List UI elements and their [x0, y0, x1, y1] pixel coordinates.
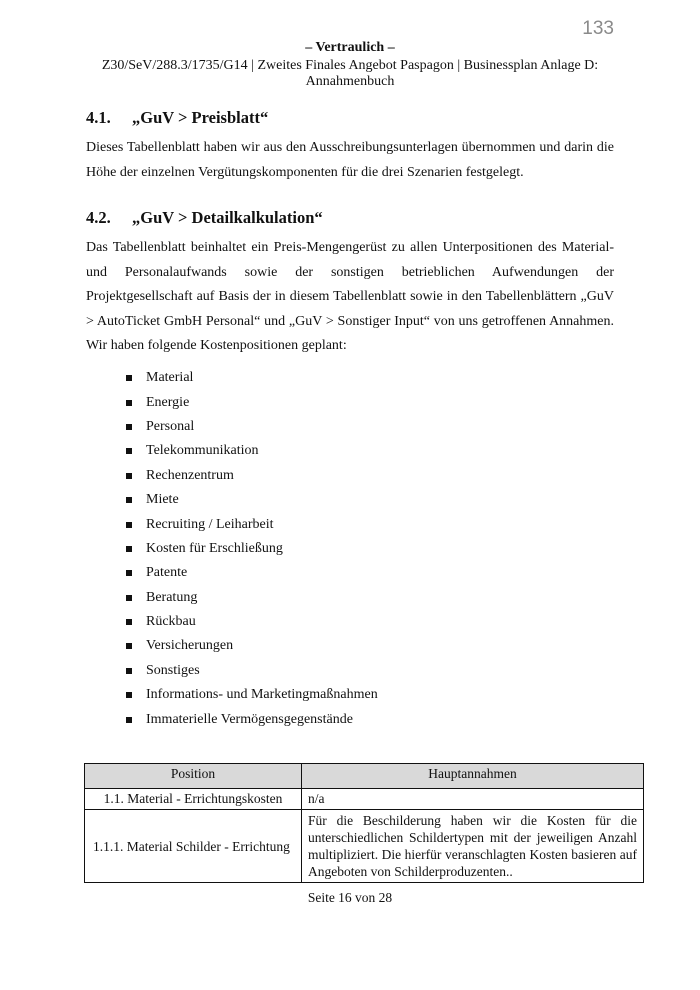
- page-footer: Seite 16 von 28: [307, 890, 393, 905]
- list-item: Rechenzentrum: [126, 464, 378, 488]
- list-item: Immaterielle Vermögensgegenstände: [126, 707, 378, 731]
- section-title: „GuV > Preisblatt“: [132, 108, 269, 127]
- table-row: [85, 789, 644, 810]
- list-item: Versicherungen: [126, 634, 378, 658]
- section-4-2-paragraph: Das Tabellenblatt beinhaltet ein Preis-Mengengerüst zu allen Unterpositionen des Material- und Personalaufwands sowie der sonstigen betrieblichen Aufwendungen der Projektgesellschaft auf Basis der in diesem Tabellenblatt sowie in den Tabellenblättern „GuV > AutoTicket GmbH Personal“ und „GuV > Sonstiger Input“ von uns getroffenen Annahmen. Wir haben folgende Kostenpositionen geplant:: [86, 240, 614, 353]
- cost-positions-list: [126, 366, 378, 732]
- bullet-icon: [126, 546, 132, 552]
- bullet-icon: [126, 595, 132, 601]
- section-4-1-paragraph: Dieses Tabellenblatt haben wir aus den Ausschreibungsunterlagen übernommen und darin die Höhe der einzelnen Vergütungskomponenten für die drei Szenarien festgelegt.: [86, 140, 614, 180]
- bullet-icon: [126, 497, 132, 503]
- bullet-icon: [126, 473, 132, 479]
- bullet-icon: [126, 400, 132, 406]
- list-item: Recruiting / Leiharbeit: [126, 512, 378, 536]
- list-item: Energie: [126, 390, 378, 414]
- bullet-icon: [126, 619, 132, 625]
- list-item: Kosten für Erschließung: [126, 537, 378, 561]
- bullet-icon: [126, 570, 132, 576]
- list-item: Material: [126, 366, 378, 390]
- document-reference: Z30/SeV/288.3/1735/G14 | Zweites Finales Angebot Paspagon | Businessplan Anlage D: Annahmenbuch: [101, 58, 599, 89]
- table-cell-assumption: n/a: [302, 789, 644, 810]
- table-cell-assumption: Für die Beschilderung haben wir die Kosten für die unterschiedlichen Schildertypen mit der jeweiligen Anzahl multipliziert. Die hierfür veranschlagten Kosten basieren auf Angeboten von Schilderproduzenten..: [302, 810, 644, 883]
- section-heading-4-1: [86, 108, 268, 128]
- list-item: Miete: [126, 488, 378, 512]
- column-header-position: Position: [85, 764, 302, 789]
- bullet-icon: [126, 668, 132, 674]
- column-header-assumptions: Hauptannahmen: [302, 764, 644, 789]
- table-cell-position: 1.1. Material - Errichtungskosten: [85, 789, 302, 810]
- bullet-icon: [126, 448, 132, 454]
- list-item: Telekommunikation: [126, 439, 378, 463]
- table-row: [85, 810, 644, 883]
- section-heading-4-2: [86, 208, 323, 228]
- list-item: Patente: [126, 561, 378, 585]
- list-item: Personal: [126, 415, 378, 439]
- list-item: Sonstiges: [126, 659, 378, 683]
- page-number: 133: [582, 18, 614, 39]
- confidential-label: – Vertraulich –: [305, 40, 395, 55]
- list-item: Rückbau: [126, 610, 378, 634]
- table-cell-position: 1.1.1. Material Schilder - Errichtung: [85, 810, 302, 883]
- bullet-icon: [126, 522, 132, 528]
- section-number: 4.1.: [86, 108, 111, 127]
- assumptions-table: [84, 763, 644, 883]
- bullet-icon: [126, 692, 132, 698]
- section-title: „GuV > Detailkalkulation“: [132, 208, 323, 227]
- table-header-row: [85, 764, 644, 789]
- bullet-icon: [126, 424, 132, 430]
- bullet-icon: [126, 717, 132, 723]
- section-number: 4.2.: [86, 208, 111, 227]
- bullet-icon: [126, 643, 132, 649]
- bullet-icon: [126, 375, 132, 381]
- list-item: Beratung: [126, 586, 378, 610]
- list-item: Informations- und Marketingmaßnahmen: [126, 683, 378, 707]
